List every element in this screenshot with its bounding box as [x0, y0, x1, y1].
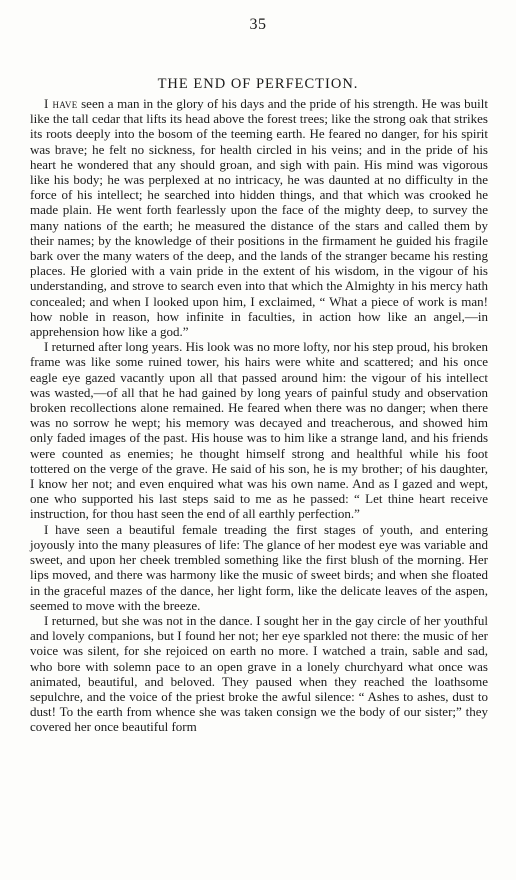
paragraph-4	[30, 613, 488, 735]
paragraph-1-lead: I have	[44, 96, 78, 111]
body-text	[30, 96, 488, 735]
page-title: THE END OF PERFECTION.	[157, 76, 359, 92]
paragraph-2	[30, 339, 488, 521]
paragraph-1-text: seen a man in the glory of his days and the pride of his strength. He was built like the tall cedar that lifts its head above the forest trees; like the strong oak that strikes its roots deeply into the bosom of the teeming earth. He feared no danger, for his spirit was brave; he felt no sickness, for health circled in his veins; and in the pride of his heart he wondered that any should groan, and sigh with pain. His mind was vigorous like his body; he was perplexed at no intricacy, he was daunted at no difficulty in the force of his intellect; he searched into hidden things, and that which was crooked he made plain. He went forth fearlessly upon the face of the mighty deep, to survey the many nations of the earth; he measured the distance of the stars and called them by their names; by the knowledge of their positions in the firmament he guided his fragile bark over the many waters of the deep, and the lands of the stranger became his resting places. He gloried with a vain pride in the extent of his wisdom, in the vigour of his understanding, and strove to search even into that which the Almighty in his mercy hath concealed; and when I looked upon him, I exclaimed, “ What a piece of work is man! how noble in reason, how infinite in faculties, in action how like an angel,—in apprehension how like a god.”	[30, 96, 488, 340]
page-number: 35	[249, 16, 267, 33]
paragraph-4-text: I returned, but she was not in the dance. I sought her in the gay circle of her youthful and lovely companions, but I found her not; her eye sparkled not there: the music of her voice was silent, for she rejoiced on earth no more. I watched a train, sable and sad, who bore with solemn pace to an open grave in a lonely churchyard what once was animated, beautiful, and beloved. They paused when they reached the loathsome sepulchre, and the voice of the priest broke the awful silence: “ Ashes to ashes, dust to dust! To the earth from whence she was taken consign we the body of our sister;” they covered her once beautiful form	[30, 612, 488, 735]
paragraph-3-text: I have seen a beautiful female treading the first stages of youth, and entering joyously into the many pleasures of life: The glance of her modest eye was variable and sweet, and upon her cheek trembled something like the first blush of the morning. Her lips moved, and there was harmony like the music of sweet birds; and when she floated in the graceful mazes of the dance, her light form, like the delicate leaves of the aspen, seemed to move with the breeze.	[30, 521, 488, 613]
paragraph-3	[30, 522, 488, 613]
paragraph-2-text: I returned after long years. His look was no more lofty, nor his step proud, his broken frame was like some ruined tower, his hairs were white and scattered; and his once eagle eye gazed vacantly upon all that passed around him: the vigour of his intellect was wasted,—of all that he had gained by long years of painful study and observation broken recollections alone remained. He feared when there was no danger; when there was no sorrow he wept; his memory was decayed and treacherous, and showed him only faded images of the past. His house was to him like a strange land, and his friends were counted as enemies; he thought himself strong and healthful while his foot tottered on the verge of the grave. He said of his son, he is my brother; of his daughter, I know her not; and even enquired what was his own name. And as I gazed and wept, one who supported his last steps said to me as he passed: “ Let thine heart receive instruction, for thou hast seen the end of all earthly perfection.”	[30, 339, 488, 522]
paragraph-1	[30, 96, 488, 339]
